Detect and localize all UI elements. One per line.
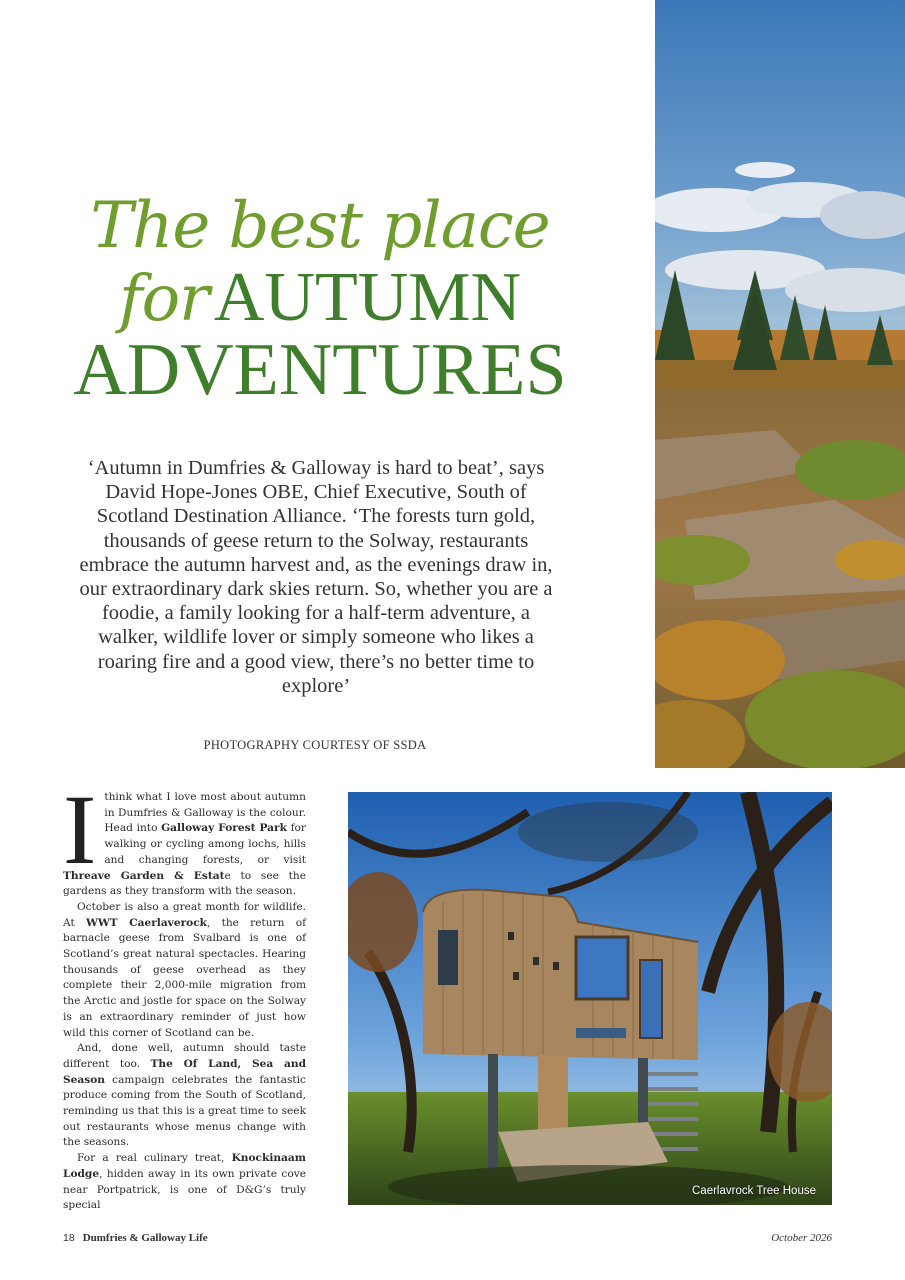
headline-line-1: The best place <box>90 189 550 263</box>
paragraph-2 <box>63 900 306 1041</box>
bold-campaign-name: The Of Land, Sea and Season <box>63 1057 307 1086</box>
text-run: for walking or cycling among lochs, hills and changing forests, or visit <box>104 822 306 866</box>
headline <box>60 189 580 411</box>
bold-place-name: Galloway Forest Park <box>161 822 287 835</box>
text-run: , the return of barnacle geese from Svalbard is one of Scotland’s great natural spectacles. Hearing thousands of geese overhead as they complete their 2,000-mile migration from the Arctic and jostle for space on the Solway is an extraordinary reminder of just how wild this corner of Scotland can be. <box>63 916 306 1039</box>
text-run: October is also a great month for wildlife. At <box>63 900 306 929</box>
headline-line-3: ADVENTURES <box>73 329 567 411</box>
paragraph-1 <box>63 774 306 900</box>
bold-place-name: Threave Garden & Estat <box>63 869 225 882</box>
photo-caption: Caerlavrock Tree House <box>692 1185 816 1197</box>
publication-name: Dumfries & Galloway Life <box>82 1232 208 1244</box>
landscape-photo <box>655 0 905 768</box>
footer-folio <box>63 1232 208 1244</box>
article-body <box>63 774 307 1214</box>
text-run: For a real culinary treat, <box>77 1152 232 1165</box>
drop-cap: I <box>63 774 97 885</box>
paragraph-3 <box>63 1041 306 1151</box>
photo-credit: PHOTOGRAPHY COURTESY OF SSDA <box>203 738 427 752</box>
text-run: , hidden away in its own private cove near Portpatrick, is one of D&G’s truly special <box>63 1167 306 1212</box>
headline-for: for <box>118 262 209 336</box>
headline-line-2 <box>60 259 580 336</box>
text-run: e to see the gardens as they transform with the season. <box>63 869 306 898</box>
bold-place-name: WWT Caerlaverock <box>85 916 208 929</box>
text-run: And, done well, autumn should taste different too. <box>63 1042 306 1070</box>
text-run: think what I love most about autumn in Dumfries & Galloway is the colour. Head into <box>104 791 306 835</box>
issue-date: October 2026 <box>771 1232 832 1244</box>
paragraph-4 <box>63 1151 306 1214</box>
text-run: campaign celebrates the fantastic produce coming from the South of Scotland, reminding us that this is a great time to seek out restaurants whose menus change with the seasons. <box>63 1073 306 1149</box>
tree-house-photo <box>348 792 832 1205</box>
bold-place-name: Knockinaam Lodge <box>63 1152 306 1180</box>
standfirst-quote: ‘Autumn in Dumfries & Galloway is hard to beat’, says David Hope-Jones OBE, Chief Executive, South of Scotland Destination Alliance. ‘The forests turn gold, thousands of geese return to the Solway, restaurants embrace the autumn harvest and, as the evenings draw in, our extraordinary dark skies return. So, whether you are a foodie, a family looking for a half-term adventure, a walker, wildlife lover or simply someone who likes a roaring fire and a good view, there’s no better time to explore’ <box>79 457 553 697</box>
headline-autumn: AUTUMN <box>213 259 522 336</box>
page-number: 18 <box>63 1232 75 1244</box>
